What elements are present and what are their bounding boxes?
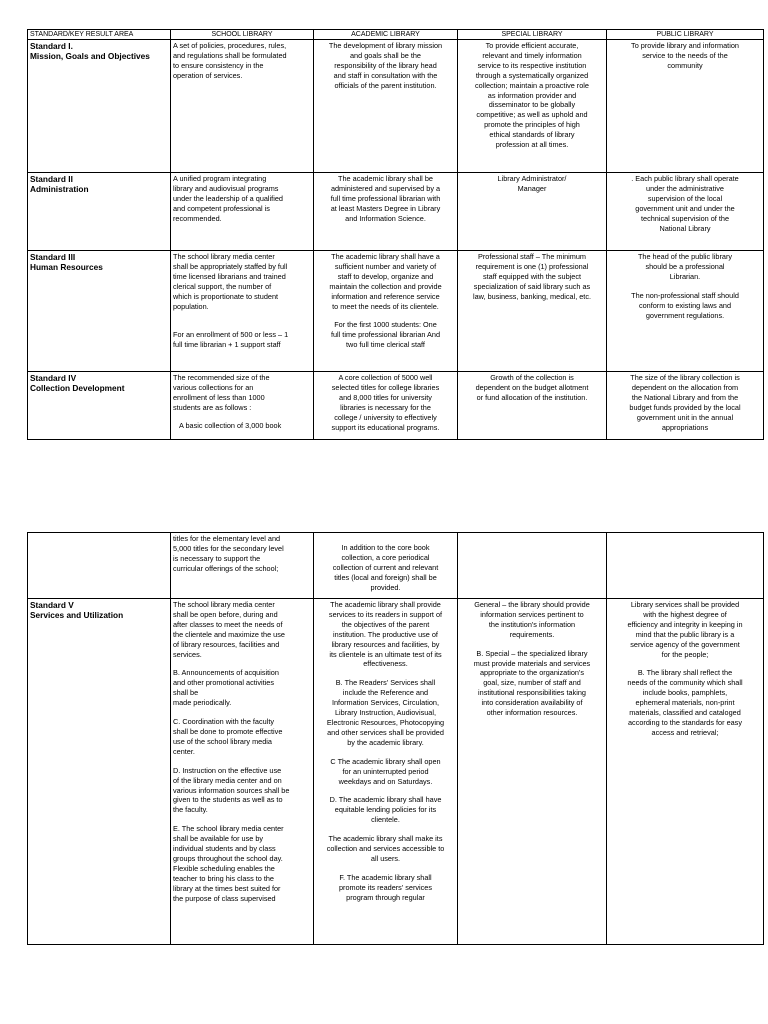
paragraph: titles for the elementary level and 5,000 titles for the secondary level is necessary to support the curricular offerings of the school;: [173, 534, 284, 573]
paragraph: C The academic library shall open for an uninterrupted period weekdays and on Saturdays.: [330, 756, 441, 786]
standards-table-page2: [27, 532, 764, 945]
paragraph: The academic library shall provide services to its readers in support of the objectives of the parent institution. The productive use of library resources and facilities, by its clientele is an ultimate test of its effectiveness.: [328, 600, 443, 669]
paragraph: A unified program integrating library and audiovisual programs under the leadership of a qualified and competent professional is recommended.: [173, 174, 283, 223]
header-standard: STANDARD/KEY RESULT AREA: [28, 30, 171, 40]
paragraph: B. The library shall reflect the needs of the community which shall include books, pamphlets, ephemeral materials, non-print materials, classified and cataloged according to the standards for easy access and retrieval;: [627, 668, 743, 737]
table-row: [28, 533, 764, 599]
paragraph: F. The academic library shall promote its readers' services program through regular: [338, 872, 433, 902]
standards-table-page1: [27, 29, 764, 440]
table-row: [28, 40, 764, 173]
paragraph: For an enrollment of 500 or less – 1 full time librarian + 1 support staff: [173, 330, 289, 350]
academic-cell: [314, 251, 458, 372]
paragraph: In addition to the core book collection, a core periodical collection of current and relevant titles (local and foreign) shall be provided.: [332, 543, 439, 592]
header-school-library: SCHOOL LIBRARY: [171, 30, 314, 40]
public-cell: [607, 599, 764, 945]
paragraph: Library Administrator/ Manager: [497, 174, 567, 193]
standard-number: Standard II: [30, 174, 73, 184]
paragraph: B. Announcements of acquisition and other promotional activities shall be made periodically.: [173, 668, 279, 708]
paragraph: Growth of the collection is dependent on the budget allotment or fund allocation of the institution.: [475, 373, 589, 402]
paragraph: The non-professional staff should conform to existing laws and government regulations.: [631, 290, 739, 320]
table-row: [28, 173, 764, 251]
header-public-library: PUBLIC LIBRARY: [607, 30, 764, 40]
paragraph: The development of library mission and goals shall be the responsibility of the library head and staff in consultation with the officials of the parent institution.: [328, 41, 443, 90]
paragraph: The academic library shall be administered and supervised by a full time professional librarian with at least Masters Degree in Library and Information Science.: [330, 174, 441, 223]
paragraph: A set of policies, procedures, rules, and regulations shall be formulated to ensure consistency in the operation of services.: [173, 41, 287, 80]
special-cell: [458, 599, 607, 945]
paragraph: The recommended size of the various collections for an enrollment of less than 1000 students are as follows :: [173, 373, 270, 412]
special-cell: [458, 251, 607, 372]
paragraph: The academic library shall have a sufficient number and variety of staff to develop, organize and maintain the collection and provide information and reference service to meet the needs of its clientele.: [329, 252, 442, 311]
standard-number: Standard III: [30, 252, 76, 262]
standard-cell: [28, 372, 171, 440]
paragraph: D. Instruction on the effective use of the library media center and on various information sources shall be given to the students as well as to the faculty.: [173, 765, 290, 815]
table-row: [28, 599, 764, 945]
table-row: [28, 251, 764, 372]
standard-title: Mission, Goals and Objectives: [30, 51, 150, 61]
standard-cell: [28, 251, 171, 372]
standard-number: Standard IV: [30, 373, 77, 383]
standard-cell: [28, 533, 171, 599]
academic-cell: [314, 372, 458, 440]
school-cell: [171, 372, 314, 440]
header-special-library: SPECIAL LIBRARY: [458, 30, 607, 40]
standard-title: Administration: [30, 184, 89, 194]
public-cell: [607, 251, 764, 372]
paragraph: D. The academic library shall have equitable lending policies for its clientele.: [329, 795, 442, 825]
special-cell: [458, 372, 607, 440]
paragraph: The head of the public library should be a professional Librarian.: [637, 252, 733, 281]
standard-number: Standard I.: [30, 41, 73, 51]
paragraph: To provide efficient accurate, relevant and timely information service to its respective institution through a systematically organized collection; maintain a proactive role as information provider and disseminator to be globally competitive; as well as uphold and promote the principles of high ethical standards of library profession at all times.: [475, 41, 589, 150]
paragraph: The school library media center shall be open before, during and after classes to meet the needs of the clientele and maximize the use of library resources, facilities and services.: [173, 600, 285, 659]
paragraph: The size of the library collection is dependent on the allocation from the National Library and from the budget funds provided by the local government unit in the annual appropriations: [629, 373, 741, 432]
public-cell: [607, 40, 764, 173]
academic-cell: [314, 599, 458, 945]
school-cell: [171, 173, 314, 251]
header-row: [28, 30, 764, 40]
paragraph: A basic collection of 3,000 book: [179, 420, 282, 430]
paragraph: Professional staff – The minimum requirement is one (1) professional staff equipped with the subject specialization of said library such as law, business, banking, medical, etc.: [472, 252, 592, 301]
academic-cell: [314, 173, 458, 251]
public-cell: [607, 173, 764, 251]
paragraph: A core collection of 5000 well selected titles for college libraries and 8,000 titles for university libraries is necessary for the college / university to effectively support its educational programs.: [331, 373, 440, 432]
standard-title: Collection Development: [30, 383, 125, 393]
paragraph: To provide library and information service to the needs of the community: [631, 41, 739, 70]
academic-cell: [314, 40, 458, 173]
paragraph: . Each public library shall operate under the administrative supervision of the local government unit and under the technical supervision of the National Library: [631, 174, 739, 233]
paragraph: Library services shall be provided with the highest degree of efficiency and integrity in keeping in mind that the public library is a service agency of the government for the people;: [627, 600, 743, 659]
public-cell: [607, 372, 764, 440]
paragraph: For the first 1000 students: One full time professional librarian And two full time clerical staff: [330, 320, 441, 350]
school-cell: [171, 251, 314, 372]
special-cell: [458, 40, 607, 173]
public-cell: [607, 533, 764, 599]
academic-cell: [314, 533, 458, 599]
school-cell: [171, 599, 314, 945]
table-row: [28, 372, 764, 440]
standard-cell: [28, 173, 171, 251]
paragraph: The school library media center shall be appropriately staffed by full time licensed librarians and trained clerical support, the number of which is proportionate to student population.: [173, 252, 288, 311]
paragraph: The academic library shall make its collection and services accessible to all users.: [326, 834, 445, 863]
standard-title: Services and Utilization: [30, 610, 124, 620]
paragraph: General – the library should provide information services pertinent to the institution's information requirements.: [474, 600, 590, 639]
standard-cell: [28, 599, 171, 945]
standard-title: Human Resources: [30, 262, 103, 272]
school-cell: [171, 40, 314, 173]
paragraph: B. The Readers' Services shall include the Reference and Information Services, Circulation, Library Instruction, Audiovisual, Electronic Resources, Photocopying and other services shall be provided by the academic library.: [326, 678, 445, 747]
header-academic-library: ACADEMIC LIBRARY: [314, 30, 458, 40]
special-cell: [458, 173, 607, 251]
standard-cell: [28, 40, 171, 173]
standard-number: Standard V: [30, 600, 74, 610]
school-cell: [171, 533, 314, 599]
paragraph: B. Special – the specialized library must provide materials and services appropriate to the organization's goal, size, number of staff and institutional responsibilities taking into consideration availability of other information resources.: [473, 648, 591, 718]
paragraph: E. The school library media center shall be available for use by individual students and by class groups throughout the school day. Flexible scheduling enables the teacher to bring his class to the library at the times best suited for the purpose of class supervised: [173, 824, 284, 903]
special-cell: [458, 533, 607, 599]
paragraph: C. Coordination with the faculty shall be done to promote effective use of the school library media center.: [173, 717, 283, 756]
